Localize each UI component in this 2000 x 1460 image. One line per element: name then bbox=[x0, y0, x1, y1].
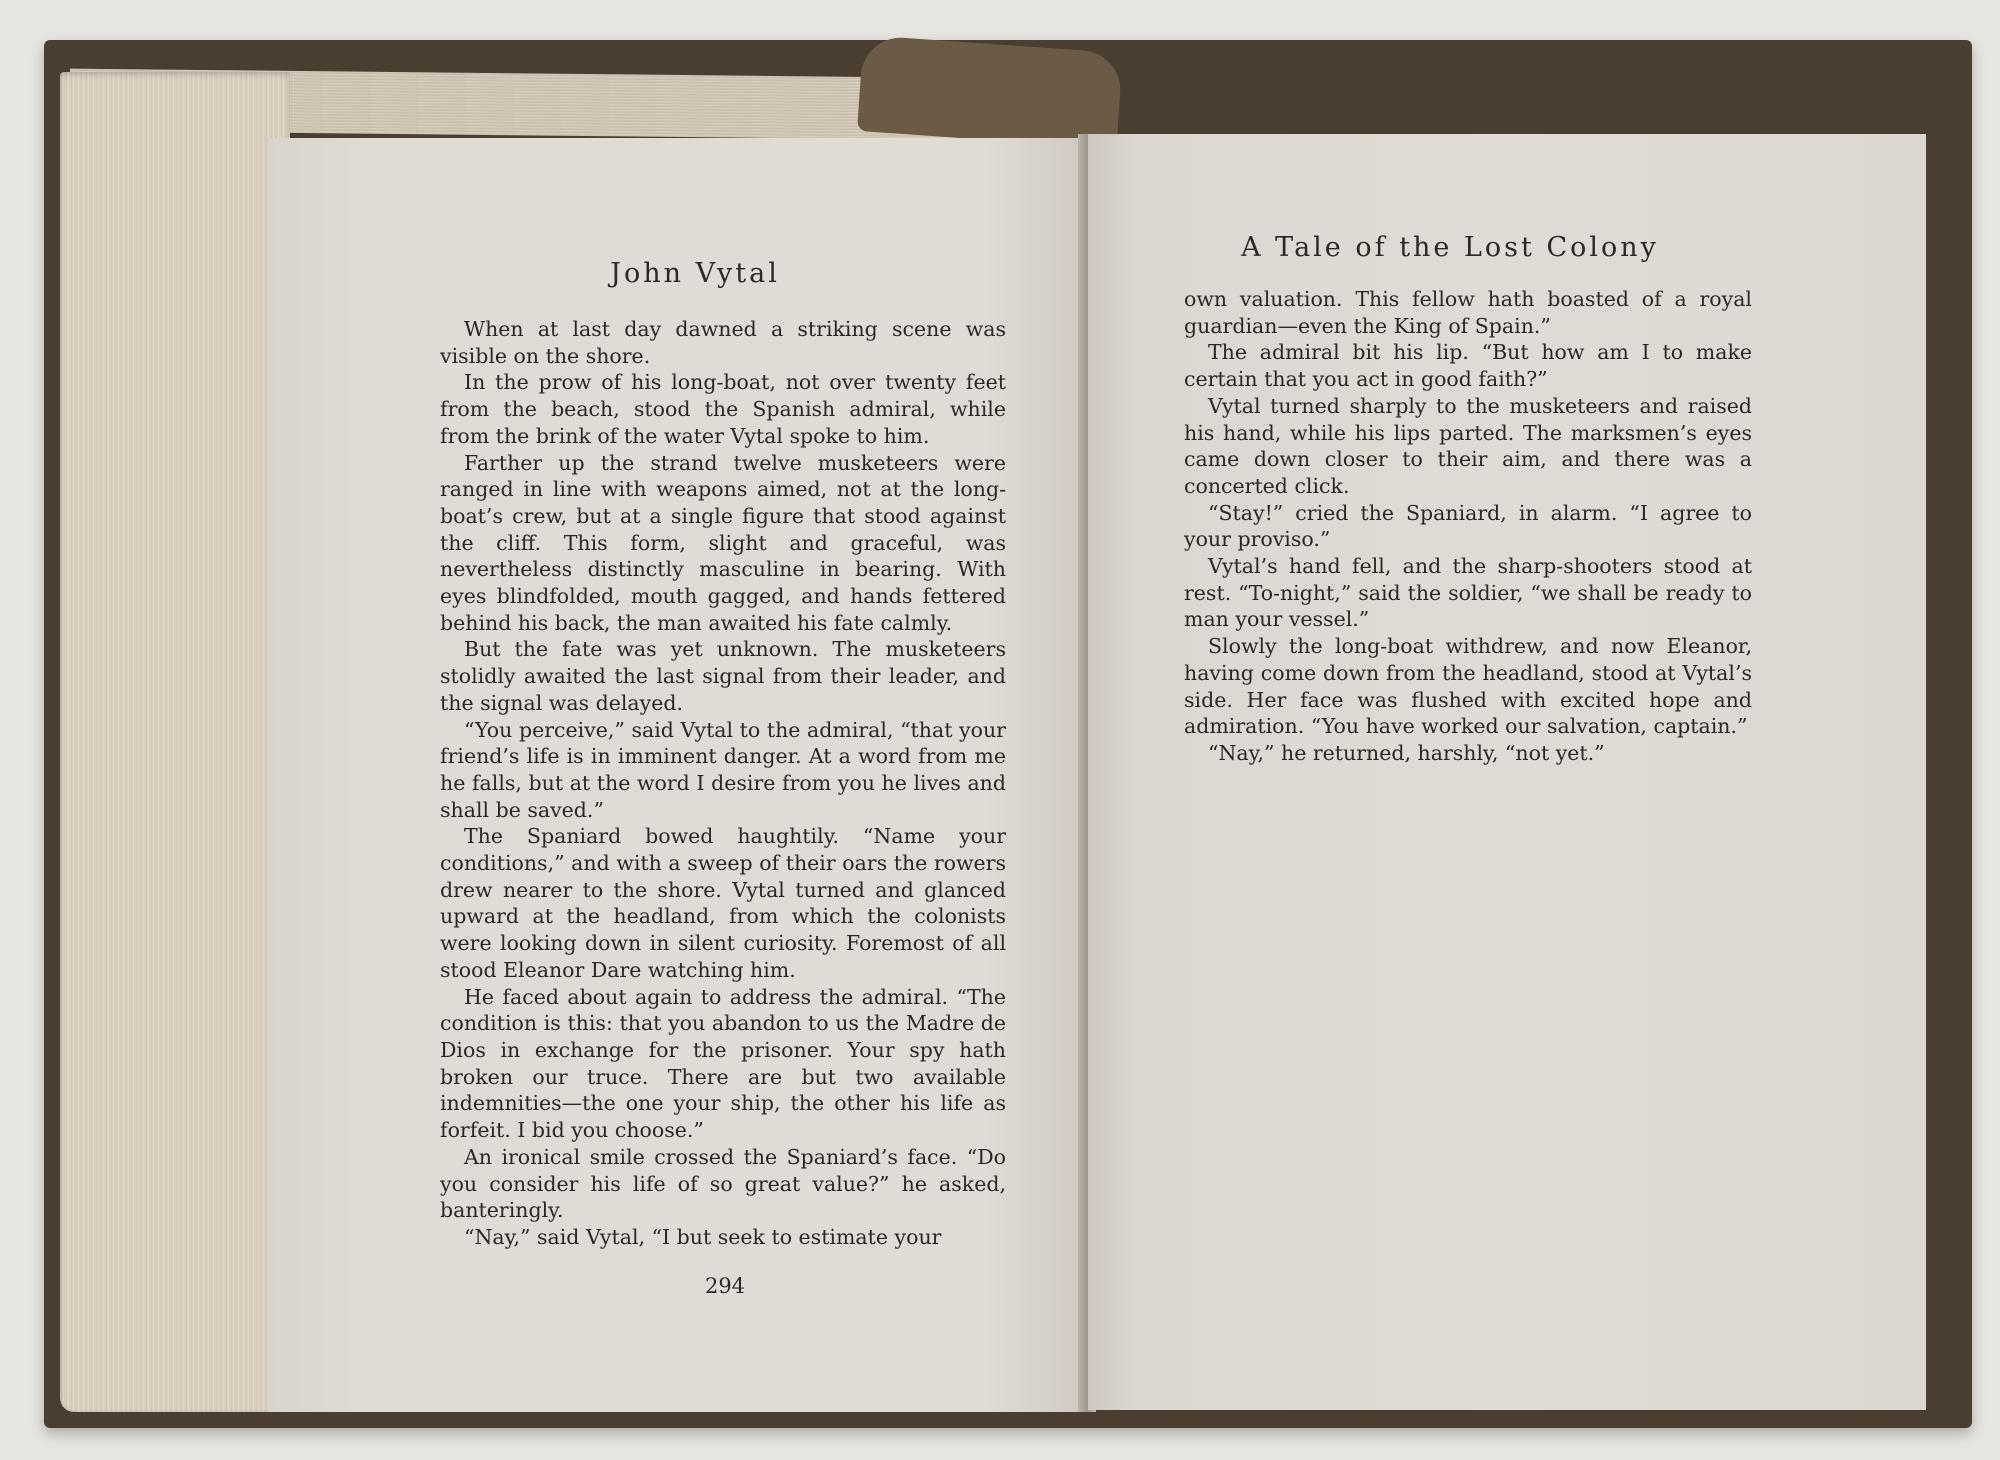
paragraph: When at last day dawned a striking scene was visible on the shore. bbox=[440, 317, 1006, 368]
paragraph: Vytal’s hand fell, and the sharp-shooters stood at rest. “To-night,” said the soldier, “we shall be ready to man your vessel.” bbox=[1184, 554, 1752, 632]
paragraph: Slowly the long-boat withdrew, and now Eleanor, having come down from the headland, stood at Vytal’s side. Her face was flushed with excited hope and admiration. “You have worked our salvation, captain.” bbox=[1184, 634, 1752, 739]
torn-spine bbox=[857, 35, 1123, 149]
paragraph: “Nay,” said Vytal, “I but seek to estimate your bbox=[464, 1224, 942, 1249]
continued-paragraph: own valuation. This fellow hath boasted of a royal guardian—even the King of Spain.” bbox=[1184, 287, 1752, 338]
right-page-text bbox=[1184, 286, 1752, 767]
left-running-head: John Vytal bbox=[610, 258, 780, 289]
paragraph: In the prow of his long-boat, not over twenty feet from the beach, stood the Spanish admiral, while from the brink of the water Vytal spoke to him. bbox=[440, 370, 1006, 448]
paragraph: Farther up the strand twelve musketeers were ranged in line with weapons aimed, not at the long-boat’s crew, but at a single figure that stood against the cliff. This form, slight and graceful, was nevertheless distinctly masculine in bearing. With eyes blindfolded, mouth gagged, and hands fettered behind his back, the man awaited his fate calmly. bbox=[440, 450, 1006, 635]
paragraph: He faced about again to address the admiral. “The condition is this: that you abandon to us the Madre de Dios in exchange for the prisoner. Your spy hath broken our truce. There are but two available indemnities—the one your ship, the other his life as forfeit. I bid you choose.” bbox=[440, 984, 1006, 1143]
paragraph: “Stay!” cried the Spaniard, in alarm. “I agree to your proviso.” bbox=[1184, 500, 1752, 552]
paragraph: The Spaniard bowed haughtily. “Name your conditions,” and with a sweep of their oars the rowers drew nearer to the shore. Vytal turned and glanced upward at the headland, from which the colonists were looking down in silent curiosity. Foremost of all stood Eleanor Dare watching him. bbox=[440, 824, 1006, 982]
paragraph: The admiral bit his lip. “But how am I to make certain that you act in good faith?” bbox=[1184, 340, 1752, 392]
right-running-head: A Tale of the Lost Colony bbox=[1241, 232, 1659, 263]
page-number: 294 bbox=[704, 1274, 746, 1298]
paragraph: But the fate was yet unknown. The musketeers stolidly awaited the last signal from their leader, and the signal was delayed. bbox=[440, 637, 1006, 715]
paragraph: “Nay,” he returned, harshly, “not yet.” bbox=[1208, 740, 1605, 765]
page-stack-edges bbox=[60, 72, 290, 1412]
paragraph: An ironical smile crossed the Spaniard’s face. “Do you consider his life of so great value?” he asked, banteringly. bbox=[440, 1144, 1006, 1223]
paragraph: Vytal turned sharply to the musketeers and raised his hand, while his lips parted. The marksmen’s eyes came down closer to their aim, and there was a concerted click. bbox=[1184, 393, 1752, 498]
left-page-text bbox=[440, 316, 1006, 1251]
paragraph: “You perceive,” said Vytal to the admiral, “that your friend’s life is in imminent danger. At a word from me he falls, but at the word I desire from you he lives and shall be saved.” bbox=[440, 717, 1006, 822]
